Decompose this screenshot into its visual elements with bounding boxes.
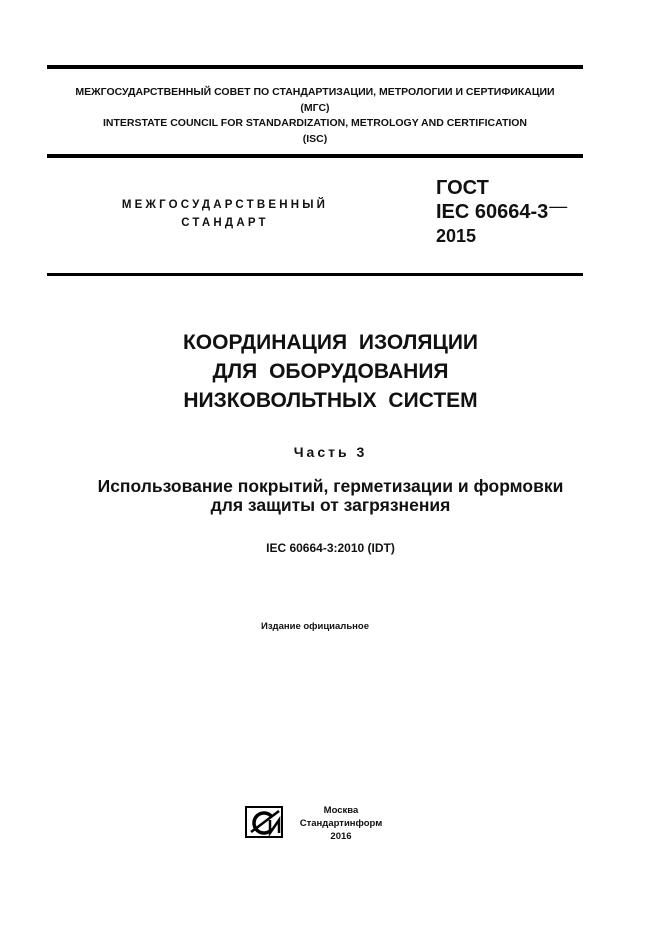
designation-dash: — (549, 196, 568, 216)
subtitle-line1: Использование покрытий, герметизации и формовки (97, 476, 564, 496)
publisher-name: Стандартинформ (299, 818, 383, 829)
document-subtitle (0, 477, 661, 515)
council-abbr-en: (ISC) (302, 132, 328, 145)
subtitle-line2: для защиты от загрязнения (210, 495, 451, 515)
publisher-city: Москва (323, 805, 359, 816)
standard-type-label (80, 196, 370, 232)
council-name-ru: МЕЖГОСУДАРСТВЕННЫЙ СОВЕТ ПО СТАНДАРТИЗАЦИИ, МЕТРОЛОГИИ И СЕРТИФИКАЦИИ (75, 86, 555, 98)
council-abbr-ru: (МГС) (300, 101, 330, 114)
designation-prefix: ГОСТ (436, 177, 489, 199)
bottom-divider (47, 273, 583, 276)
edition-note: Издание официальное (261, 621, 369, 632)
part-number: Часть 3 (293, 444, 368, 460)
council-header (47, 85, 583, 147)
standard-type-line1: МЕЖГОСУДАРСТВЕННЫЙ (121, 199, 329, 211)
iec-reference: IEC 60664-3:2010 (IDT) (266, 541, 395, 555)
document-title (0, 328, 661, 415)
title-line2: ДЛЯ ОБОРУДОВАНИЯ (212, 360, 449, 383)
standartinform-si-logo-icon (245, 806, 287, 840)
title-line3: НИЗКОВОЛЬТНЫХ СИСТЕМ (183, 389, 478, 412)
middle-divider (47, 154, 583, 158)
publisher-imprint (296, 804, 386, 843)
designation-number: IEC 60664-3 (436, 201, 549, 223)
publication-year: 2016 (330, 831, 352, 842)
standard-type-line2: СТАНДАРТ (181, 217, 269, 229)
title-line1: КООРДИНАЦИЯ ИЗОЛЯЦИИ (182, 331, 479, 354)
top-divider (47, 65, 583, 69)
council-name-en: INTERSTATE COUNCIL FOR STANDARDIZATION, METROLOGY AND CERTIFICATION (102, 117, 528, 129)
designation-year: 2015 (436, 226, 477, 246)
standard-designation (436, 176, 567, 248)
designation-number-row (436, 196, 568, 224)
